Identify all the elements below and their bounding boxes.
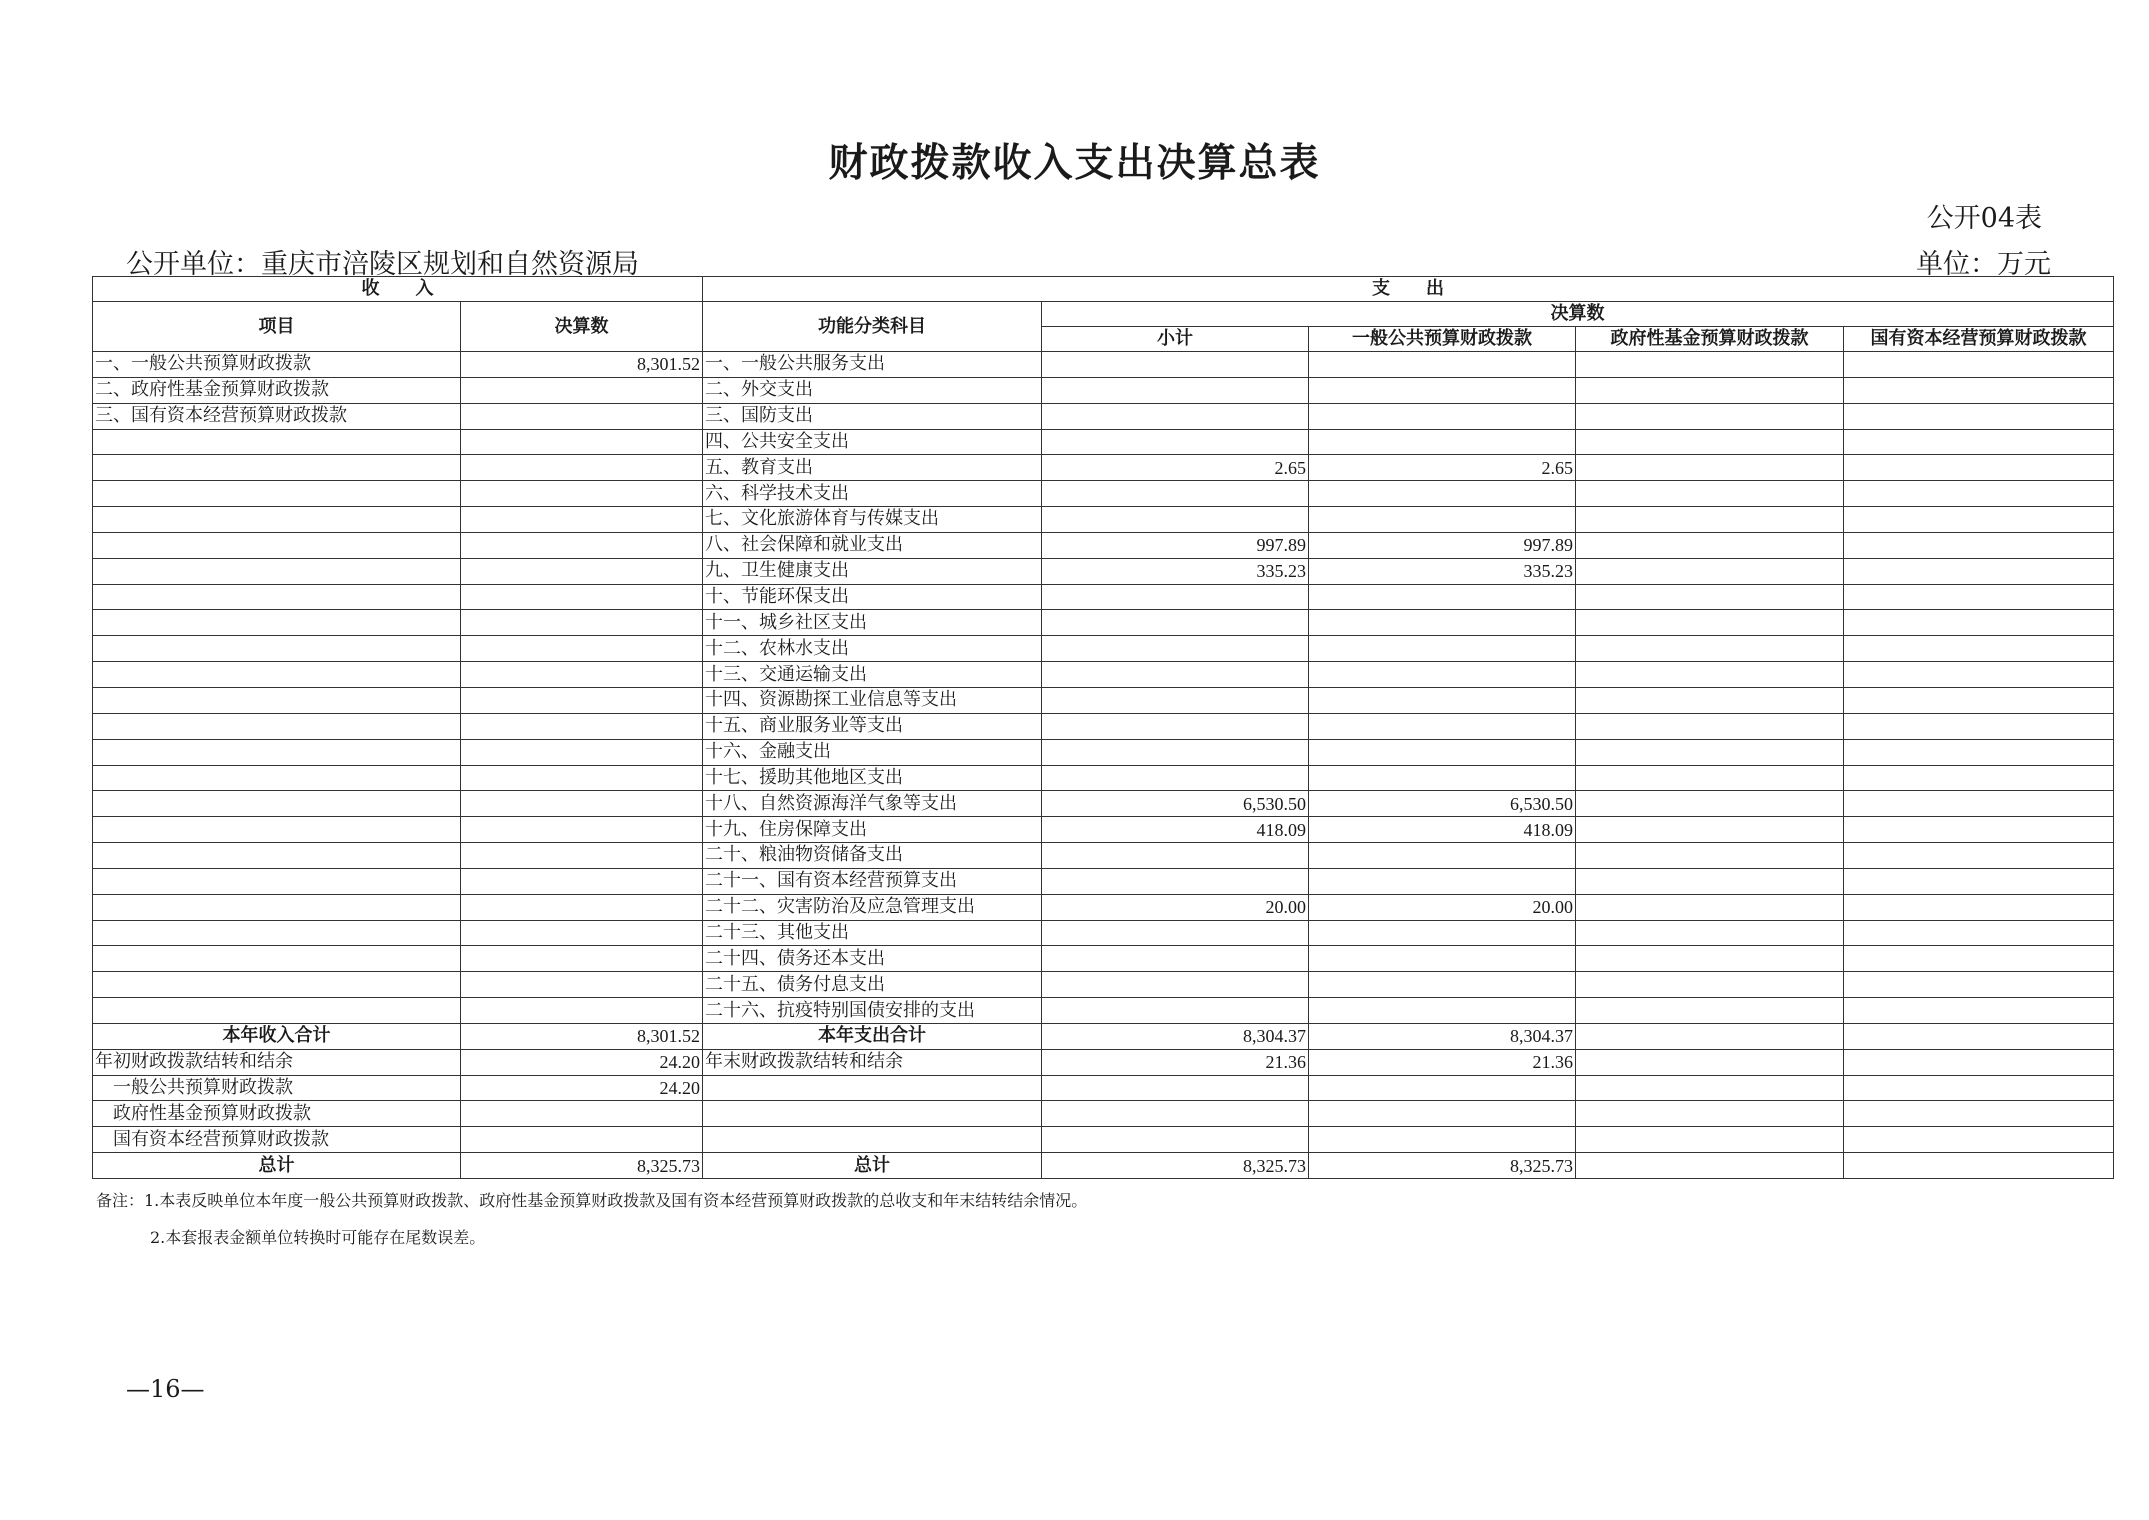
table-row xyxy=(93,791,2114,817)
table-row-fund xyxy=(1576,584,1844,610)
table-row-amt xyxy=(461,843,703,869)
grand-total-row-amt: 8,325.73 xyxy=(461,1153,703,1179)
table-row-fund xyxy=(1576,843,1844,869)
table-row-amt xyxy=(461,894,703,920)
table-row-gen: 418.09 xyxy=(1309,817,1576,843)
table-row-exp: 二十二、灾害防治及应急管理支出 xyxy=(703,894,1042,920)
table-row xyxy=(93,481,2114,507)
table-row-sub xyxy=(1042,377,1309,403)
carry-row-gen xyxy=(1309,1101,1576,1127)
table-row-fund xyxy=(1576,662,1844,688)
carry-row-inc: 政府性基金预算财政拨款 xyxy=(93,1101,461,1127)
table-row-sub xyxy=(1042,868,1309,894)
grand-total-row-inc: 总计 xyxy=(93,1153,461,1179)
carry-row-fund xyxy=(1576,1101,1844,1127)
carry-row-amt: 24.20 xyxy=(461,1049,703,1075)
table-row-amt xyxy=(461,455,703,481)
table-row-gen xyxy=(1309,920,1576,946)
table-row-fund xyxy=(1576,998,1844,1024)
income-header: 收 入 xyxy=(93,277,703,302)
table-row-inc xyxy=(93,791,461,817)
table-row-inc: 二、政府性基金预算财政拨款 xyxy=(93,377,461,403)
table-row-inc xyxy=(93,687,461,713)
table-row-amt xyxy=(461,377,703,403)
table-row xyxy=(93,558,2114,584)
table-row-exp: 十七、援助其他地区支出 xyxy=(703,765,1042,791)
table-row-sub xyxy=(1042,843,1309,869)
expense-header: 支 出 xyxy=(703,277,2114,302)
reporting-unit: 公开单位：重庆市涪陵区规划和自然资源局 xyxy=(126,249,639,280)
carry-row-sub: 21.36 xyxy=(1042,1049,1309,1075)
table-row xyxy=(93,532,2114,558)
table-row-cap xyxy=(1844,765,2114,791)
table-row-fund xyxy=(1576,532,1844,558)
table-row-exp: 十六、金融支出 xyxy=(703,739,1042,765)
table-row-fund xyxy=(1576,868,1844,894)
table-row-cap xyxy=(1844,481,2114,507)
table-row-inc xyxy=(93,481,461,507)
year-total-row-amt: 8,301.52 xyxy=(461,1023,703,1049)
table-row-inc xyxy=(93,920,461,946)
year-total-row xyxy=(93,1023,2114,1049)
table-row-sub: 6,530.50 xyxy=(1042,791,1309,817)
table-row-exp: 二十四、债务还本支出 xyxy=(703,946,1042,972)
carry-row-inc: 一般公共预算财政拨款 xyxy=(93,1075,461,1101)
table-row-exp: 二十三、其他支出 xyxy=(703,920,1042,946)
table-row-gen: 335.23 xyxy=(1309,558,1576,584)
table-row-amt xyxy=(461,558,703,584)
table-row-cap xyxy=(1844,687,2114,713)
table-row-cap xyxy=(1844,584,2114,610)
table-row-fund xyxy=(1576,377,1844,403)
table-row-sub: 20.00 xyxy=(1042,894,1309,920)
note-2: 2.本套报表金额单位转换时可能存在尾数误差。 xyxy=(150,1228,486,1247)
table-row-cap xyxy=(1844,429,2114,455)
table-row-cap xyxy=(1844,610,2114,636)
table-row-amt xyxy=(461,868,703,894)
table-row-sub xyxy=(1042,920,1309,946)
table-row-amt xyxy=(461,817,703,843)
table-row xyxy=(93,843,2114,869)
table-row-sub xyxy=(1042,610,1309,636)
table-row-amt xyxy=(461,765,703,791)
grand-total-row-gen: 8,325.73 xyxy=(1309,1153,1576,1179)
table-row xyxy=(93,687,2114,713)
final-amount-group-header: 决算数 xyxy=(1042,302,2114,327)
table-row-exp: 二、外交支出 xyxy=(703,377,1042,403)
year-total-row-inc: 本年收入合计 xyxy=(93,1023,461,1049)
table-row-gen xyxy=(1309,352,1576,378)
table-row-amt xyxy=(461,532,703,558)
table-row-fund xyxy=(1576,352,1844,378)
table-row-gen xyxy=(1309,610,1576,636)
table-row-cap xyxy=(1844,946,2114,972)
table-row-gen xyxy=(1309,739,1576,765)
carry-row-cap xyxy=(1844,1075,2114,1101)
carry-row-exp xyxy=(703,1127,1042,1153)
carry-row-fund xyxy=(1576,1075,1844,1101)
carry-row-exp xyxy=(703,1075,1042,1101)
note-1: 备注：1.本表反映单位本年度一般公共预算财政拨款、政府性基金预算财政拨款及国有资本经营预算财政拨款的总收支和年末结转结余情况。 xyxy=(96,1191,1088,1210)
table-row-amt xyxy=(461,584,703,610)
table-row-cap xyxy=(1844,532,2114,558)
table-row-amt xyxy=(461,636,703,662)
table-row-amt xyxy=(461,687,703,713)
table-row-exp: 九、卫生健康支出 xyxy=(703,558,1042,584)
table-row-cap xyxy=(1844,507,2114,533)
table-row-exp: 四、公共安全支出 xyxy=(703,429,1042,455)
table-row-sub xyxy=(1042,403,1309,429)
table-row-cap xyxy=(1844,791,2114,817)
carry-row-exp xyxy=(703,1101,1042,1127)
table-row-cap xyxy=(1844,403,2114,429)
table-row-sub xyxy=(1042,662,1309,688)
table-row-gen xyxy=(1309,636,1576,662)
table-row-inc xyxy=(93,998,461,1024)
table-row-fund xyxy=(1576,765,1844,791)
table-body xyxy=(93,352,2114,1179)
table-row-fund xyxy=(1576,713,1844,739)
table-row xyxy=(93,739,2114,765)
table-row-cap xyxy=(1844,972,2114,998)
table-row-cap xyxy=(1844,998,2114,1024)
table-row-exp: 六、科学技术支出 xyxy=(703,481,1042,507)
currency-unit: 单位：万元 xyxy=(1916,249,2051,280)
table-row-inc xyxy=(93,894,461,920)
table-row xyxy=(93,610,2114,636)
table-row-sub xyxy=(1042,507,1309,533)
table-row-sub xyxy=(1042,946,1309,972)
year-total-row-fund xyxy=(1576,1023,1844,1049)
table-row-exp: 十二、农林水支出 xyxy=(703,636,1042,662)
table-row-gen xyxy=(1309,843,1576,869)
table-row-amt xyxy=(461,920,703,946)
table-row-fund xyxy=(1576,455,1844,481)
carry-row xyxy=(93,1049,2114,1075)
table-row-inc xyxy=(93,455,461,481)
table-row-gen xyxy=(1309,403,1576,429)
year-total-row-sub: 8,304.37 xyxy=(1042,1023,1309,1049)
table-row-cap xyxy=(1844,843,2114,869)
carry-row-gen xyxy=(1309,1075,1576,1101)
table-row-amt xyxy=(461,713,703,739)
table-row xyxy=(93,894,2114,920)
table-row-fund xyxy=(1576,403,1844,429)
carry-row-sub xyxy=(1042,1075,1309,1101)
table-row-fund xyxy=(1576,972,1844,998)
table-row-sub: 2.65 xyxy=(1042,455,1309,481)
table-row-exp: 十四、资源勘探工业信息等支出 xyxy=(703,687,1042,713)
table-row-gen: 997.89 xyxy=(1309,532,1576,558)
table-row-sub xyxy=(1042,352,1309,378)
table-row-exp: 十、节能环保支出 xyxy=(703,584,1042,610)
table-row-inc xyxy=(93,946,461,972)
year-total-row-gen: 8,304.37 xyxy=(1309,1023,1576,1049)
state-capital-header: 国有资本经营预算财政拨款 xyxy=(1844,327,2114,352)
table-row-fund xyxy=(1576,687,1844,713)
table-row-gen xyxy=(1309,584,1576,610)
table-row-inc xyxy=(93,636,461,662)
table-row-exp: 十五、商业服务业等支出 xyxy=(703,713,1042,739)
carry-row-amt xyxy=(461,1127,703,1153)
final-amount-header: 决算数 xyxy=(461,302,703,352)
table-row-gen xyxy=(1309,662,1576,688)
table-row-sub xyxy=(1042,429,1309,455)
grand-total-row-exp: 总计 xyxy=(703,1153,1042,1179)
table-row xyxy=(93,352,2114,378)
table-row-sub xyxy=(1042,739,1309,765)
table-row-cap xyxy=(1844,920,2114,946)
carry-row-fund xyxy=(1576,1049,1844,1075)
table-row-exp: 十一、城乡社区支出 xyxy=(703,610,1042,636)
carry-row-amt: 24.20 xyxy=(461,1075,703,1101)
table-row-cap xyxy=(1844,352,2114,378)
table-row-inc xyxy=(93,584,461,610)
table-row-fund xyxy=(1576,920,1844,946)
table-row-exp: 二十、粮油物资储备支出 xyxy=(703,843,1042,869)
carry-row-sub xyxy=(1042,1101,1309,1127)
gov-fund-header: 政府性基金预算财政拨款 xyxy=(1576,327,1844,352)
year-total-row-cap xyxy=(1844,1023,2114,1049)
carry-row-inc: 国有资本经营预算财政拨款 xyxy=(93,1127,461,1153)
carry-row-fund xyxy=(1576,1127,1844,1153)
table-row-fund xyxy=(1576,558,1844,584)
table-row-gen xyxy=(1309,946,1576,972)
table-row-fund xyxy=(1576,481,1844,507)
table-row-exp: 五、教育支出 xyxy=(703,455,1042,481)
table-row-exp: 十三、交通运输支出 xyxy=(703,662,1042,688)
table-row-sub xyxy=(1042,584,1309,610)
table-row-cap xyxy=(1844,636,2114,662)
table-row-gen xyxy=(1309,713,1576,739)
table-row xyxy=(93,946,2114,972)
notes xyxy=(96,1191,1088,1247)
table-row-inc xyxy=(93,843,461,869)
table-row xyxy=(93,377,2114,403)
table-row-gen: 2.65 xyxy=(1309,455,1576,481)
table-row-cap xyxy=(1844,894,2114,920)
table-row-cap xyxy=(1844,662,2114,688)
table-row-gen xyxy=(1309,972,1576,998)
table-row-inc xyxy=(93,713,461,739)
table-row-inc xyxy=(93,429,461,455)
table-row-sub xyxy=(1042,765,1309,791)
table-row-fund xyxy=(1576,636,1844,662)
carry-row-cap xyxy=(1844,1101,2114,1127)
page-title: 财政拨款收入支出决算总表 xyxy=(828,141,1321,186)
carry-row-cap xyxy=(1844,1049,2114,1075)
table-row-sub: 335.23 xyxy=(1042,558,1309,584)
table-row-amt xyxy=(461,998,703,1024)
table-row-fund xyxy=(1576,739,1844,765)
table-row-amt xyxy=(461,481,703,507)
table-row xyxy=(93,972,2114,998)
table-row-exp: 八、社会保障和就业支出 xyxy=(703,532,1042,558)
table-row xyxy=(93,765,2114,791)
table-row-inc xyxy=(93,739,461,765)
carry-row-amt xyxy=(461,1101,703,1127)
table-row-inc xyxy=(93,558,461,584)
table-row-fund xyxy=(1576,894,1844,920)
table-row-sub: 997.89 xyxy=(1042,532,1309,558)
table-row-sub xyxy=(1042,636,1309,662)
carry-row-sub xyxy=(1042,1127,1309,1153)
table-row-amt xyxy=(461,946,703,972)
table-row-inc xyxy=(93,868,461,894)
table-row-cap xyxy=(1844,739,2114,765)
table-row-gen xyxy=(1309,481,1576,507)
table-row-exp: 三、国防支出 xyxy=(703,403,1042,429)
table-row-gen: 6,530.50 xyxy=(1309,791,1576,817)
table-row-cap xyxy=(1844,377,2114,403)
table-row-sub xyxy=(1042,481,1309,507)
table-row xyxy=(93,713,2114,739)
table-row xyxy=(93,455,2114,481)
table-row-exp: 十八、自然资源海洋气象等支出 xyxy=(703,791,1042,817)
budget-summary-table xyxy=(92,276,2114,1179)
table-row xyxy=(93,507,2114,533)
table-row-gen: 20.00 xyxy=(1309,894,1576,920)
table-row-fund xyxy=(1576,610,1844,636)
table-row-gen xyxy=(1309,998,1576,1024)
table-row-gen xyxy=(1309,765,1576,791)
table-row-gen xyxy=(1309,377,1576,403)
table-row-inc xyxy=(93,507,461,533)
carry-row xyxy=(93,1075,2114,1101)
table-row-inc xyxy=(93,765,461,791)
table-row-exp: 二十一、国有资本经营预算支出 xyxy=(703,868,1042,894)
table-row-exp: 二十六、抗疫特别国债安排的支出 xyxy=(703,998,1042,1024)
table-row-inc xyxy=(93,610,461,636)
table-row-amt xyxy=(461,429,703,455)
table-row-fund xyxy=(1576,507,1844,533)
table-row-cap xyxy=(1844,817,2114,843)
table-row-inc xyxy=(93,662,461,688)
table-row-exp: 十九、住房保障支出 xyxy=(703,817,1042,843)
table-row-cap xyxy=(1844,713,2114,739)
table-row-gen xyxy=(1309,507,1576,533)
table-row xyxy=(93,662,2114,688)
table-row-amt xyxy=(461,507,703,533)
table-row xyxy=(93,817,2114,843)
grand-total-row-cap xyxy=(1844,1153,2114,1179)
table-row-cap xyxy=(1844,455,2114,481)
table-row-cap xyxy=(1844,558,2114,584)
grand-total-row-sub: 8,325.73 xyxy=(1042,1153,1309,1179)
table-row-gen xyxy=(1309,868,1576,894)
table-row-sub: 418.09 xyxy=(1042,817,1309,843)
table-row-inc xyxy=(93,817,461,843)
table-row-sub xyxy=(1042,687,1309,713)
table-row xyxy=(93,868,2114,894)
table-row-fund xyxy=(1576,791,1844,817)
table-row-exp: 二十五、债务付息支出 xyxy=(703,972,1042,998)
table-row-amt xyxy=(461,791,703,817)
table-row-gen xyxy=(1309,687,1576,713)
table-row-amt: 8,301.52 xyxy=(461,352,703,378)
general-budget-header: 一般公共预算财政拨款 xyxy=(1309,327,1576,352)
year-total-row-exp: 本年支出合计 xyxy=(703,1023,1042,1049)
carry-row-cap xyxy=(1844,1127,2114,1153)
table-row xyxy=(93,636,2114,662)
table-row xyxy=(93,998,2114,1024)
grand-total-row xyxy=(93,1153,2114,1179)
carry-row-gen: 21.36 xyxy=(1309,1049,1576,1075)
table-row xyxy=(93,403,2114,429)
carry-row-gen xyxy=(1309,1127,1576,1153)
table-row-exp: 一、一般公共服务支出 xyxy=(703,352,1042,378)
table-row-exp: 七、文化旅游体育与传媒支出 xyxy=(703,507,1042,533)
table-row-sub xyxy=(1042,998,1309,1024)
carry-row xyxy=(93,1127,2114,1153)
page-number: —16— xyxy=(126,1375,205,1403)
table-row-amt xyxy=(461,610,703,636)
subtotal-header: 小计 xyxy=(1042,327,1309,352)
table-row-inc: 一、一般公共预算财政拨款 xyxy=(93,352,461,378)
table-row-sub xyxy=(1042,713,1309,739)
table-row-cap xyxy=(1844,868,2114,894)
table-row-inc xyxy=(93,972,461,998)
table-row-amt xyxy=(461,739,703,765)
table-row-sub xyxy=(1042,972,1309,998)
grand-total-row-fund xyxy=(1576,1153,1844,1179)
table-row-amt xyxy=(461,662,703,688)
table-row xyxy=(93,584,2114,610)
carry-row-inc: 年初财政拨款结转和结余 xyxy=(93,1049,461,1075)
table-row-gen xyxy=(1309,429,1576,455)
carry-row xyxy=(93,1101,2114,1127)
table-row-amt xyxy=(461,403,703,429)
table-number: 公开04表 xyxy=(1926,203,2042,234)
table-row-fund xyxy=(1576,817,1844,843)
function-class-header: 功能分类科目 xyxy=(703,302,1042,352)
item-header: 项目 xyxy=(93,302,461,352)
table-row-fund xyxy=(1576,429,1844,455)
table-row-inc: 三、国有资本经营预算财政拨款 xyxy=(93,403,461,429)
table-row-inc xyxy=(93,532,461,558)
carry-row-exp: 年末财政拨款结转和结余 xyxy=(703,1049,1042,1075)
table-row xyxy=(93,429,2114,455)
table-row xyxy=(93,920,2114,946)
table-row-amt xyxy=(461,972,703,998)
table-row-fund xyxy=(1576,946,1844,972)
